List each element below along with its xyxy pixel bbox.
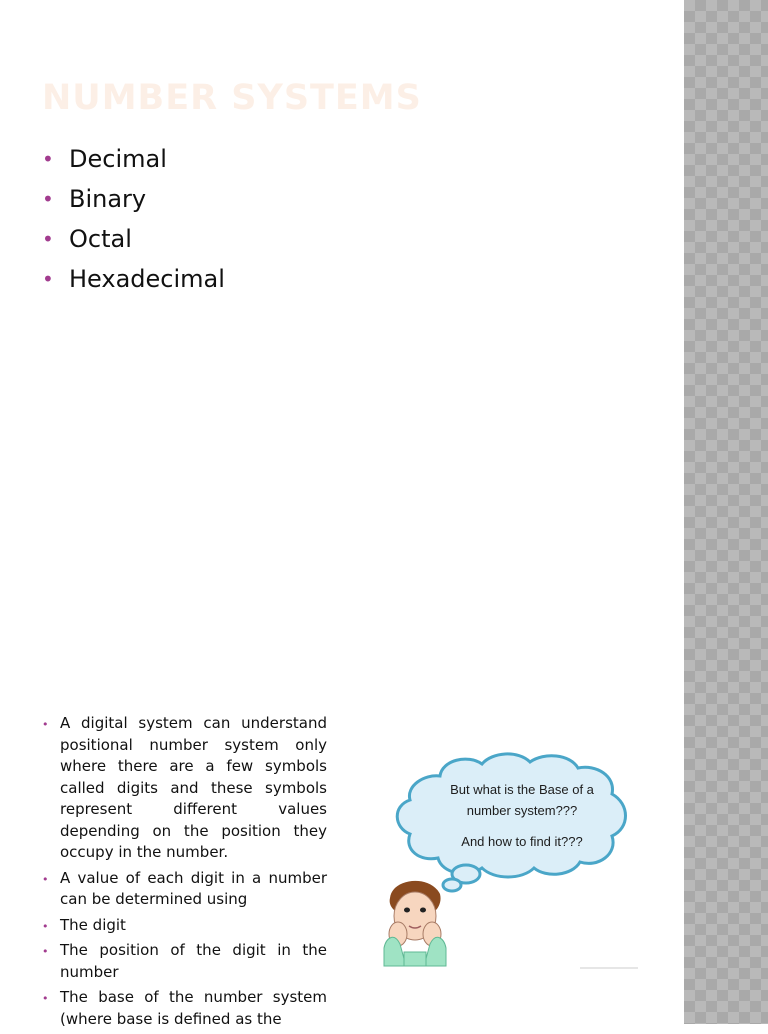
slide-title: NUMBER SYSTEMS bbox=[42, 78, 422, 118]
thought-bubble-text: But what is the Base of a bbox=[450, 782, 594, 797]
thinking-boy-illustration bbox=[380, 748, 642, 973]
main-bullet-item: • Hexadecimal bbox=[42, 259, 225, 299]
bullet-icon: • bbox=[42, 147, 54, 171]
bullet-icon: • bbox=[42, 945, 49, 958]
thought-bubble-text: And how to find it??? bbox=[461, 834, 583, 849]
bullet-icon: • bbox=[42, 267, 54, 291]
thought-bubble-text: number system??? bbox=[466, 803, 578, 818]
bullet-icon: • bbox=[42, 992, 49, 1005]
bullet-icon: • bbox=[42, 227, 54, 251]
main-bullet-item: • Decimal bbox=[42, 139, 225, 179]
main-bullet-list bbox=[42, 139, 225, 299]
main-bullet-item: • Octal bbox=[42, 219, 225, 259]
main-bullet-item: • Binary bbox=[42, 179, 225, 219]
bullet-icon: • bbox=[42, 718, 49, 731]
body-bullet-item: • The digit bbox=[42, 915, 327, 937]
decorative-side-strip bbox=[684, 0, 768, 1024]
body-bullet-item: • The position of the digit in the number bbox=[42, 941, 327, 981]
body-bullet-list bbox=[42, 713, 327, 1034]
bullet-icon: • bbox=[42, 187, 54, 211]
body-bullet-item: • A digital system can understand positional number system only where there are a few symbols called digits and these symbols represent different values depending on the position they occupy in the number. bbox=[42, 714, 327, 861]
bullet-icon: • bbox=[42, 919, 49, 933]
body-bullet-item: • The base of the number system (where base is defined as the bbox=[42, 988, 327, 1028]
body-bullet-item: • A value of each digit in a number can be determined using bbox=[42, 868, 327, 908]
bullet-icon: • bbox=[42, 872, 49, 886]
